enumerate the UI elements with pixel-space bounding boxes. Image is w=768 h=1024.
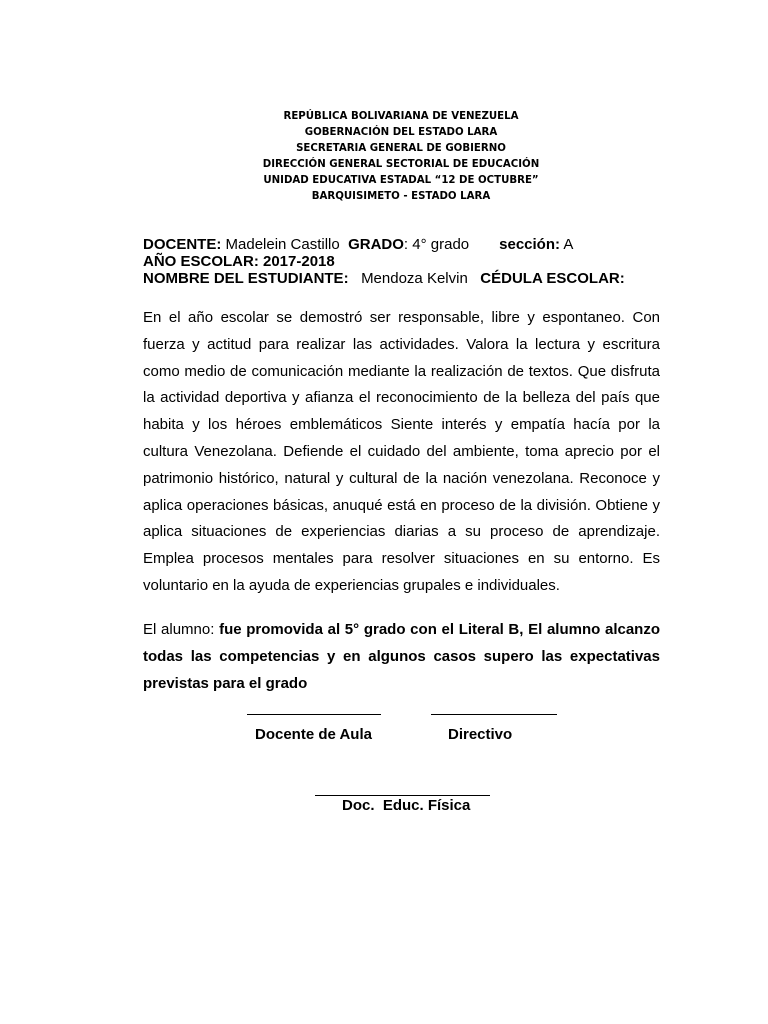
signature-line-directivo	[431, 714, 557, 715]
header-line: BARQUISIMETO - ESTADO LARA	[311, 191, 491, 202]
promo-text: fue promovida al 5° grado con el Literal B, El alumno alcanzo todas las competencias y en algunos casos supero las expectativas previstas para el grado	[143, 621, 660, 692]
header-line: REPÚBLICA BOLIVARIANA DE VENEZUELA	[283, 111, 519, 122]
seccion-label: sección:	[499, 236, 560, 253]
estudiante-label: NOMBRE DEL ESTUDIANTE:	[143, 270, 349, 287]
evaluation-paragraph: En el año escolar se demostró ser responsable, libre y espontaneo. Con fuerza y actitud para realizar las actividades. Valora la lectura y escritura como medio de comunicación mediante la realización de textos. Que disfruta la actividad deportiva y afianza el reconocimiento de la belleza del país que habita y los héroes emblemáticos Siente interés y empatía hacía por la cultura Venezolana. Defiende el cuidado del ambiente, toma aprecio por el patrimonio histórico, natural y cultural de la nación venezolana. Reconoce y aplica operaciones básicas, anuqué está en proceso de la división. Obtiene y aplica situaciones de experiencias diarias a su proceso de aprendizaje. Emplea procesos mentales para resolver situaciones en su entorno. Es voluntario en la ayuda de experiencias grupales e individuales.	[143, 309, 660, 594]
estudiante-row	[143, 270, 663, 287]
promotion-statement	[143, 616, 660, 697]
estudiante-value: Mendoza Kelvin	[348, 270, 481, 287]
docente-row	[143, 236, 663, 253]
grado-label: GRADO	[348, 236, 404, 253]
signature-line-docente	[247, 714, 381, 715]
seccion-value: A	[560, 236, 574, 253]
cedula-label: CÉDULA ESCOLAR:	[480, 270, 625, 287]
docente-label: DOCENTE:	[143, 236, 222, 253]
header-line: DIRECCIÓN GENERAL SECTORIAL DE EDUCACIÓN	[262, 159, 540, 170]
header-line: GOBERNACIÓN DEL ESTADO LARA	[304, 127, 498, 138]
docente-value: Madelein Castillo	[221, 236, 349, 253]
anio-escolar: AÑO ESCOLAR: 2017-2018	[143, 253, 335, 270]
signature-label-docente: Docente de Aula	[255, 726, 372, 743]
signature-label-directivo: Directivo	[448, 726, 513, 743]
student-info	[143, 236, 663, 287]
header-line: UNIDAD EDUCATIVA ESTADAL “12 DE OCTUBRE”	[263, 175, 539, 186]
signature-label-educ-fisica: Doc. Educ. Física	[342, 797, 471, 814]
header-line: SECRETARIA GENERAL DE GOBIERNO	[296, 143, 506, 154]
grado-value: : 4° grado	[403, 236, 470, 253]
promo-prefix: El alumno:	[143, 621, 220, 638]
institution-header	[0, 109, 768, 205]
signature-line-educ-fisica	[315, 795, 490, 796]
